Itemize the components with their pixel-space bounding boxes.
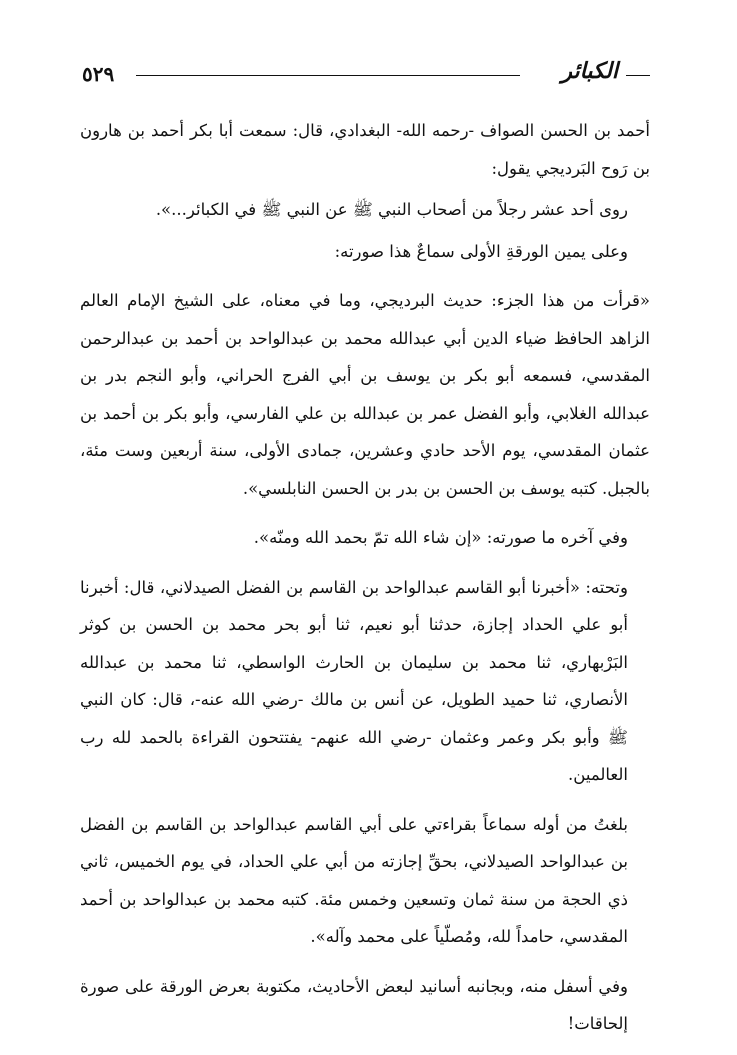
paragraph: وعلى يمين الورقةِ الأولى سماعٌ هذا صورته: bbox=[334, 241, 628, 261]
paragraph: «قرأت من هذا الجزء: حديث البرديجي، وما في معناه، على الشيخ الإمام العالم الزاهد الحافظ ضياء الدين أبي عبدالله محمد بن عبدالواحد بن أحمد بن عبدالرحمن المقدسي، فسمعه أبو بكر بن يوسف بن أبي الفرج الحراني، وأبو النجم بدر بن عبدالله الغلابي، وأبو الفضل عمر بن عبدالله بن علي الفارسي، وأبو بكر بن أحمد بن عثمان المقدسي، يوم الأحد حادي وعشرين، جمادى الأولى، سنة أربعين وست مئة، بالجبل. كتبه يوسف بن الحسن بن بدر بن الحسن النابلسي». bbox=[80, 291, 650, 498]
header-rule-end bbox=[626, 75, 650, 76]
paragraph: روى أحد عشر رجلاً من أصحاب النبي ﷺ عن النبي ﷺ في الكبائر...». bbox=[155, 200, 628, 219]
book-title: الكبائر bbox=[561, 58, 618, 84]
paragraph: وفي آخره ما صورته: «إن شاء الله تمّ بحمد الله ومنّه». bbox=[253, 528, 628, 547]
main-text bbox=[80, 112, 650, 1055]
header-rule bbox=[136, 75, 520, 76]
paragraph: بلغتُ من أوله سماعاً بقراءتي على أبي القاسم عبدالواحد بن القاسم بن الفضل بن عبدالواحد الصيدلاني، بحقِّ إجازته من أبي علي الحداد، في يوم الخميس، ثاني ذي الحجة من سنة ثمان وتسعين وخمس مئة. كتبه محمد بن عبدالواحد بن أحمد المقدسي، حامداً لله، ومُصلّياً على محمد وآله». bbox=[80, 814, 628, 946]
paragraph: وتحته: «أخبرنا أبو القاسم عبدالواحد بن القاسم بن الفضل الصيدلاني، قال: أخبرنا أبو علي الحداد إجازة، حدثنا أبو نعيم، ثنا أبو بحر محمد بن الحسن بن كوثر البَرْبهاري، ثنا محمد بن سليمان بن الحارث الواسطي، ثنا محمد بن عبدالله الأنصاري، ثنا حميد الطويل، عن أنس بن مالك -رضي الله عنه-، قال: كان النبي ﷺ وأبو بكر وعمر وعثمان -رضي الله عنهم- يفتتحون القراءة بالحمد لله رب العالمين. bbox=[80, 577, 628, 784]
paragraph: أحمد بن الحسن الصواف -رحمه الله- البغدادي، قال: سمعت أبا بكر أحمد بن هارون بن رَوح البَرديجي يقول: bbox=[80, 121, 650, 178]
page-number: ٥٢٩ bbox=[82, 62, 115, 86]
paragraph: وفي أسفل منه، وبجانبه أسانيد لبعض الأحاديث، مكتوبة بعرض الورقة على صورة إلحاقات! bbox=[80, 976, 628, 1033]
running-header bbox=[82, 58, 650, 92]
